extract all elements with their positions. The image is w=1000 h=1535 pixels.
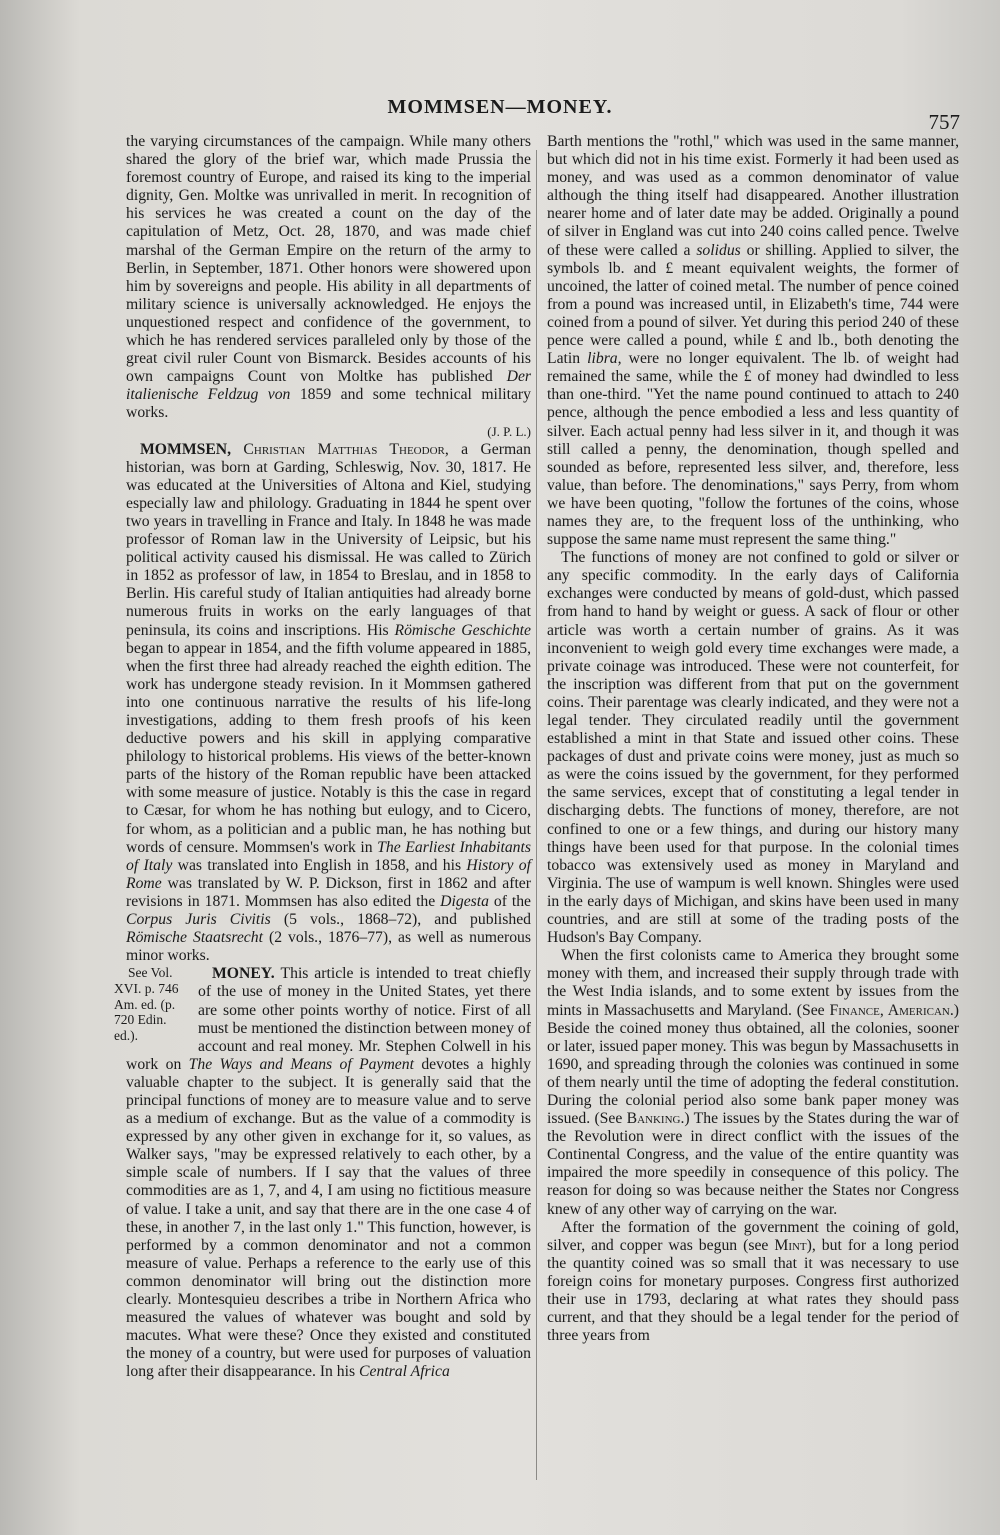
text-run: 1859 and some technical military works.: [126, 386, 531, 422]
text-run: ) Beside the coined money thus obtained, all the colonies, sooner or later, issued paper money. This was begun by Massachusetts in 1690, and spreading through the colonies was continued in some of them nearly until the time of adopting the federal constitution. During the colonial period also some bank paper money was issued. (See: [547, 1001, 959, 1128]
text-run: was translated by W. P. Dickson, first in 1862 and after revisions in 1871. Mommsen has also edited the: [126, 874, 531, 910]
text-run: (2 vols., 1876–77), as well as numerous minor works.: [126, 929, 531, 965]
text-run: a German historian, was born at Garding, Schleswig, Nov. 30, 1817. He was educated at the Universities of Altona and Kiel, studying especially law and philology. Graduating in 1844 he spent over two years in travelling in France and Italy. In 1848 he was made professor of Roman law in the University of Leipsic, but his political activity caused his dismissal. He was called to Zürich in 1852 as professor of law, in 1854 to Breslau, and in 1858 to Berlin. His careful study of Italian antiquities had already borne numerous fruits in works on the early languages of that peninsula, its coins and inscriptions. His: [126, 440, 531, 639]
column-divider: [536, 150, 537, 1480]
right-column: [547, 133, 959, 1345]
cross-reference-sidenote: See Vol. XVI. p. 746 Am. ed. (p. 720 Edin. ed.).: [114, 965, 179, 1043]
coinage-paragraph: [547, 1219, 959, 1346]
text-run: was translated into English in 1858, and his: [177, 856, 462, 874]
text-run: the varying circumstances of the campaign. While many others shared the glory of the brief war, which made Prussia the foremost country of Europe, and raised its king to the imperial dignity, Gen. Moltke was unrivalled in merit. In recognition of his services he was created a count on the day of the capitulation of Metz, Oct. 28, 1870, and was made chief marshal of the German Empire on the return of the army to Berlin, in September, 1871. Other honors were showered upon him by sovereigns and people. His ability in all departments of military science is universally acknowledged. He enjoys the unquestioned respect and confidence of the government, to which he has rendered services paralleled only by those of the great civil ruler Count von Bismarck. Besides accounts of his own campaigns Count von Moltke has published: [126, 133, 531, 386]
entry-headword: MONEY.: [212, 965, 275, 983]
entry-fullname: Christian Matthias Theodor,: [243, 440, 449, 458]
author-signature: (J. P. L.): [487, 423, 531, 439]
text-run: ) The issues by the States during the war of the Revolution were in direct conflict with the issues of the Continental Congress, and the value of the entire quantity was impaired the more speedily in consequence of this policy. The reason for doing so was because neither the States nor Congress knew of any other way of carrying on the war.: [547, 1110, 960, 1218]
money-paragraph-continued: [547, 133, 959, 549]
italic-title: Digesta: [440, 892, 489, 910]
text-run: This article is intended to treat chiefly of the use of money in the United States, yet there are some other points worthy of notice. First of all must be mentioned the distinction between money of account and real money. Mr. Stephen Colwell in his work on: [126, 965, 532, 1073]
text-run: (5 vols., 1868–72), and published: [283, 911, 532, 929]
text-run: began to appear in 1854, and the fifth volume appeared in 1885, when the first three had already reached the eighth edition. The work has undergone steady revision. In it Mommsen gathered into one continuous narrative the results of his life-long investigations, adding to them fresh proofs of his keen deductive powers and his skill in applying comparative philology to historical problems. His views of the better-known parts of the history of the Roman republic have been attacked with some measure of justice. Notably is this the case in regard to Cæsar, for whom he has nothing but eulogy, and to Cicero, for whom, as a politician and a public man, he has nothing but words of censure. Mommsen's work in: [126, 639, 531, 856]
running-header: MOMMSEN—MONEY.: [387, 96, 613, 118]
italic-term: libra,: [587, 350, 622, 368]
italic-term: solidus: [696, 241, 741, 259]
italic-title: Der italienische Feldzug von: [126, 368, 532, 404]
moltke-paragraph-end: [126, 133, 531, 441]
text-run: of the: [493, 892, 532, 910]
italic-title: Römische Staatsrecht: [126, 929, 263, 947]
text-run: When the first colonists came to America they brought some money with them, and increased their supply through trade with the West India islands, and to some extent by issues from the mints in Massachusetts and Maryland. (See: [547, 947, 959, 1019]
money-functions-paragraph: The functions of money are not confined to gold or silver or any specific commodity. In the early days of California exchanges were conducted by means of gold-dust, which passed from hand to hand by weight or guess. A sack of flour or other article was worth a certain number of grains. As it was inconvenient to weigh gold every time exchanges were made, a private coinage was introduced. These were not counterfeit, for the inscription was different from that put on the government coins. Their parentage was clearly indicated, and they were not a legal tender. They circulated readily until the government established a mint in that State and issued other coins. These packages of dust and private coins were money, just as much so as were the coins issued by the government, for they performed the same services, except that of constituting a legal tender in discharging debts. The functions of money, therefore, are not confined to one or a few things, and during our history many things have been used for that purpose. In the colonial times tobacco was extensively used as money in Maryland and Virginia. The use of wampum is well known. Shingles were used in the early days of Michigan, and skins have been used in many countries, and are still at some of the trading posts of the Hudson's Bay Company.: [547, 549, 959, 947]
colonial-money-paragraph: [547, 947, 959, 1218]
entry-headword: MOMMSEN,: [140, 440, 232, 458]
italic-title: Corpus Juris Civitis: [126, 911, 271, 929]
text-run: After the formation of the government the coining of gold, silver, and copper was begun (see: [547, 1218, 959, 1254]
italic-title: History of Rome: [126, 856, 531, 892]
mommsen-entry: [126, 441, 531, 966]
money-entry: [114, 965, 532, 1381]
text-run: ), but for a long period the quantity coined was so small that it was necessary to use foreign coins for monetary purposes. Congress first authorized their use in 1793, declaring at what rates they should pass current, and that they should be a legal tender for the period of three years from: [547, 1236, 959, 1345]
cross-reference: Mint: [774, 1236, 807, 1254]
page-number: 757: [928, 110, 960, 134]
left-column: [114, 133, 532, 1381]
text-run: Barth mentions the "rothl," which was used in the same manner, but which did not in his time exist. Formerly it had been used as money, and was used as a common denominator of value although the thing itself had disappeared. Another illustration nearer home and of later date may be added. Originally a pound of silver in England was cut into 240 coins called pence. Twelve of these were called a: [547, 133, 959, 259]
italic-title: Central Africa: [359, 1363, 450, 1381]
italic-title: The Earliest Inhabitants of Italy: [126, 838, 531, 874]
italic-title: Römische Geschichte: [394, 621, 531, 639]
cross-reference: Banking.: [626, 1110, 685, 1128]
cross-reference: Finance, American.: [829, 1001, 954, 1019]
text-run: or shilling. Applied to silver, the symbols lb. and £ meant equivalent weights, the former of uncoined, the latter of coined metal. The number of pence coined from a pound was increased until, in Elizabeth's time, 744 were coined from a pound of silver. Yet during this period 240 of these pence were called a pound, while £ and lb., both denoting the Latin: [547, 241, 959, 368]
text-run: were no longer equivalent. The lb. of weight had remained the same, while the £ of money had dwindled to less than one-third. "Yet the name pound continued to attach to 240 pence, although the pence embodied a less and less quantity of silver. Each actual penny had less silver in it, and though it was still called a penny, the denomination, though spelled and sounded as before, represented less silver, and, therefore, less value, than before. The denominations," says Perry, from whom we have been quoting, "follow the fortunes of the coins, whose names they are, to the frequent loss of the unthinking, who suppose the same name must represent the same thing.": [547, 350, 959, 549]
italic-title: The Ways and Means of Payment: [188, 1055, 414, 1073]
text-run: devotes a highly valuable chapter to the subject. It is generally said that the principal functions of money are to measure value and to serve as a medium of exchange. But as the value of a commodity is expressed by any other given in exchange for it, so values, as Walker says, "may be expressed relatively to each other, by a simple scale of numbers. If I say that the values of three commodities are as 1, 7, and 4, I am using no fictitious measure of value. I take a unit, and say that there are in the one case 4 of these, in another 7, in the last only 1." This function, however, is performed by a common denominator and not a common measure of value. Perhaps a reference to the early use of this common denominator will bring out the distinction more clearly. Montesquieu describes a tribe in Northern Africa who measured the values of whatever was bought and sold by macutes. What were these? Once they existed and constituted the money of a country, but were used for purposes of valuation long after their disappearance. In his: [126, 1055, 532, 1381]
